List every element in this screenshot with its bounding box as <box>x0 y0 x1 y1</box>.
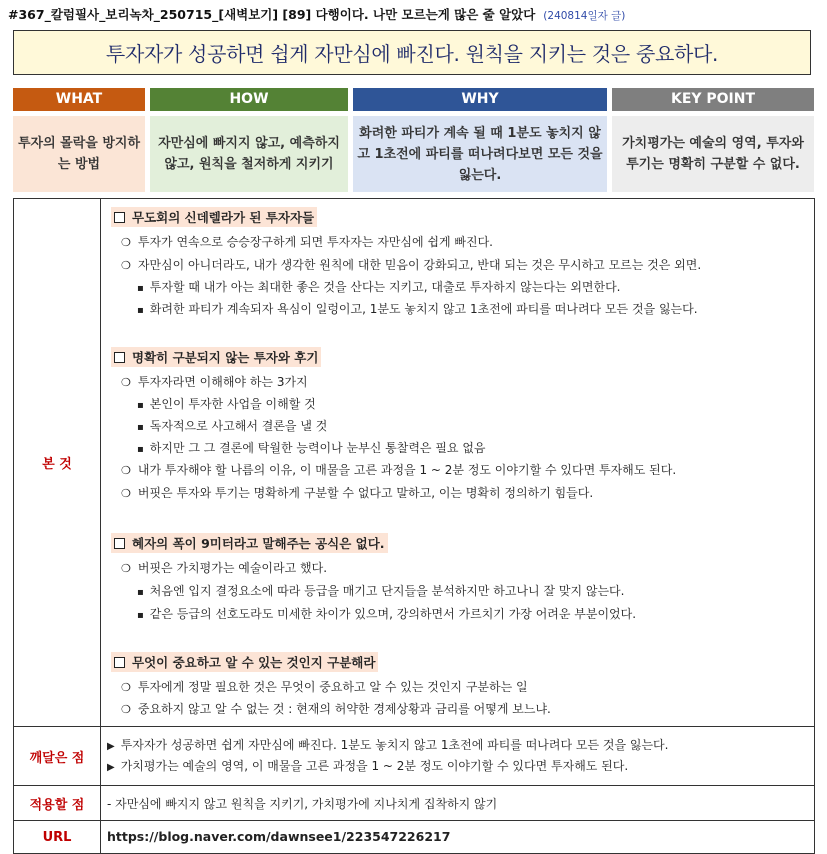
apply-label: 적용할 점 <box>14 786 101 821</box>
why-text: 화려한 파티가 계속 될 때 1분도 놓치지 않고 1초전에 파티를 떠나려다보면 모든 것을 잃는다. <box>357 125 603 183</box>
apply-cell <box>101 786 815 821</box>
sub-bullet: ▪ 본인이 투자한 사업을 이해할 것 <box>137 395 316 412</box>
document-date: (240814일자 글) <box>543 10 626 22</box>
keypoint-text: 가치평가는 예술의 영역, 투자와 투기는 명확히 구분할 수 없다. <box>622 136 804 172</box>
headline: 투자자가 성공하면 쉽게 자만심에 빠진다. 원칙을 지키는 것은 중요하다. <box>105 42 719 66</box>
apply-content <box>101 786 814 820</box>
why-body <box>353 116 607 192</box>
notes-table <box>13 198 815 854</box>
how-text: 자만심에 빠지지 않고, 예측하지 않고, 원칙을 철저하게 지키기 <box>158 136 340 172</box>
url-cell <box>101 821 815 854</box>
sub-bullet: ▪ 처음엔 입지 결정요소에 따라 등급을 매기고 단지들을 분석하지만 하고나니 잘 맞지 않는다. <box>137 582 624 599</box>
keypoint-column <box>612 88 814 192</box>
bullet: ❍ 내가 투자해야 할 나름의 이유, 이 매물을 고른 과정을 1 ~ 2분 정도 이야기할 수 있다면 투자해도 된다. <box>121 461 676 478</box>
what-text: 투자의 몰락을 방지하는 방법 <box>17 136 141 172</box>
why-header: WHY <box>353 88 607 111</box>
what-header: WHAT <box>13 88 145 111</box>
bullet: ❍ 버핏은 가치평가는 예술이라고 했다. <box>121 559 327 576</box>
apply-text: - 자만심에 빠지지 않고 원칙을 지키기, 가치평가에 지나치게 집착하지 않기 <box>107 797 498 811</box>
realize-content <box>101 727 814 785</box>
bullet: ❍ 버핏은 투자와 투기는 명확하게 구분할 수 없다고 말하고, 이는 명확히 정의하기 힘들다. <box>121 484 593 501</box>
summary-columns <box>13 88 814 192</box>
sub-bullet: ▪ 독자적으로 사고해서 결론을 낼 것 <box>137 417 327 434</box>
bullet: ❍ 투자가 연속으로 승승장구하게 되면 투자자는 자만심에 쉽게 빠진다. <box>121 233 493 250</box>
how-header: HOW <box>150 88 348 111</box>
bullet: ❍ 중요하지 않고 알 수 없는 것 : 현재의 허약한 경제상황과 금리를 어떻게 보느냐. <box>121 700 551 717</box>
section-title: 무엇이 중요하고 알 수 있는 것인지 구분해라 <box>111 652 378 672</box>
section-title: 명확히 구분되지 않는 투자와 후기 <box>111 347 321 367</box>
document-title: #367_칼럼필사_보리녹차_250715_[새벽보기] [89] 다행이다. 나만 모르는게 많은 줄 알았다 <box>8 7 536 22</box>
realize-cell <box>101 727 815 786</box>
source-url-link[interactable]: https://blog.naver.com/dawnsee1/223547226217 <box>107 829 451 844</box>
realize-label: 깨달은 점 <box>14 727 101 786</box>
how-body <box>150 116 348 192</box>
sub-bullet: ▪ 하지만 그 그 결론에 탁월한 능력이나 눈부신 통찰력은 필요 없음 <box>137 439 486 456</box>
url-label: URL <box>14 821 101 854</box>
headline-box <box>13 30 811 75</box>
seen-content <box>101 199 814 726</box>
seen-cell <box>101 199 815 727</box>
bullet: ❍ 투자자라면 이해해야 하는 3가지 <box>121 373 308 390</box>
bullet: ❍ 자만심이 아니더라도, 내가 생각한 원칙에 대한 믿음이 강화되고, 반대 되는 것은 무시하고 모르는 것은 외면. <box>121 256 701 273</box>
sub-bullet: ▪ 같은 등급의 선호도라도 미세한 차이가 있으며, 강의하면서 가르치기 가장 어려운 부분이었다. <box>137 605 636 622</box>
keypoint-body <box>612 116 814 192</box>
document-header <box>8 5 823 25</box>
sub-bullet: ▪ 화려한 파티가 계속되자 욕심이 일렁이고, 1분도 놓치지 않고 1초전에 파티를 떠나려다 모든 것을 잃는다. <box>137 300 698 317</box>
bullet: ❍ 투자에게 정말 필요한 것은 무엇이 중요하고 알 수 있는 것인지 구분하는 일 <box>121 678 528 695</box>
url-content <box>101 821 814 853</box>
realize-item: ▶ 가치평가는 예술의 영역, 이 매물을 고른 과정을 1 ~ 2분 정도 이야기할 수 있다면 투자해도 된다. <box>107 757 628 774</box>
keypoint-header: KEY POINT <box>612 88 814 111</box>
how-column <box>150 88 348 192</box>
why-column <box>353 88 607 192</box>
realize-item: ▶ 투자자가 성공하면 쉽게 자만심에 빠진다. 1분도 놓치지 않고 1초전에 파티를 떠나려다 모든 것을 잃는다. <box>107 736 668 753</box>
sub-bullet: ▪ 투자할 때 내가 아는 최대한 좋은 것을 산다는 지키고, 대출로 투자하지 않는다는 외면한다. <box>137 278 621 295</box>
section-title: 혜자의 폭이 9미터라고 말해주는 공식은 없다. <box>111 533 388 553</box>
section-title: 무도회의 신데렐라가 된 투자자들 <box>111 207 317 227</box>
seen-label: 본 것 <box>14 199 101 727</box>
what-body <box>13 116 145 192</box>
what-column <box>13 88 145 192</box>
